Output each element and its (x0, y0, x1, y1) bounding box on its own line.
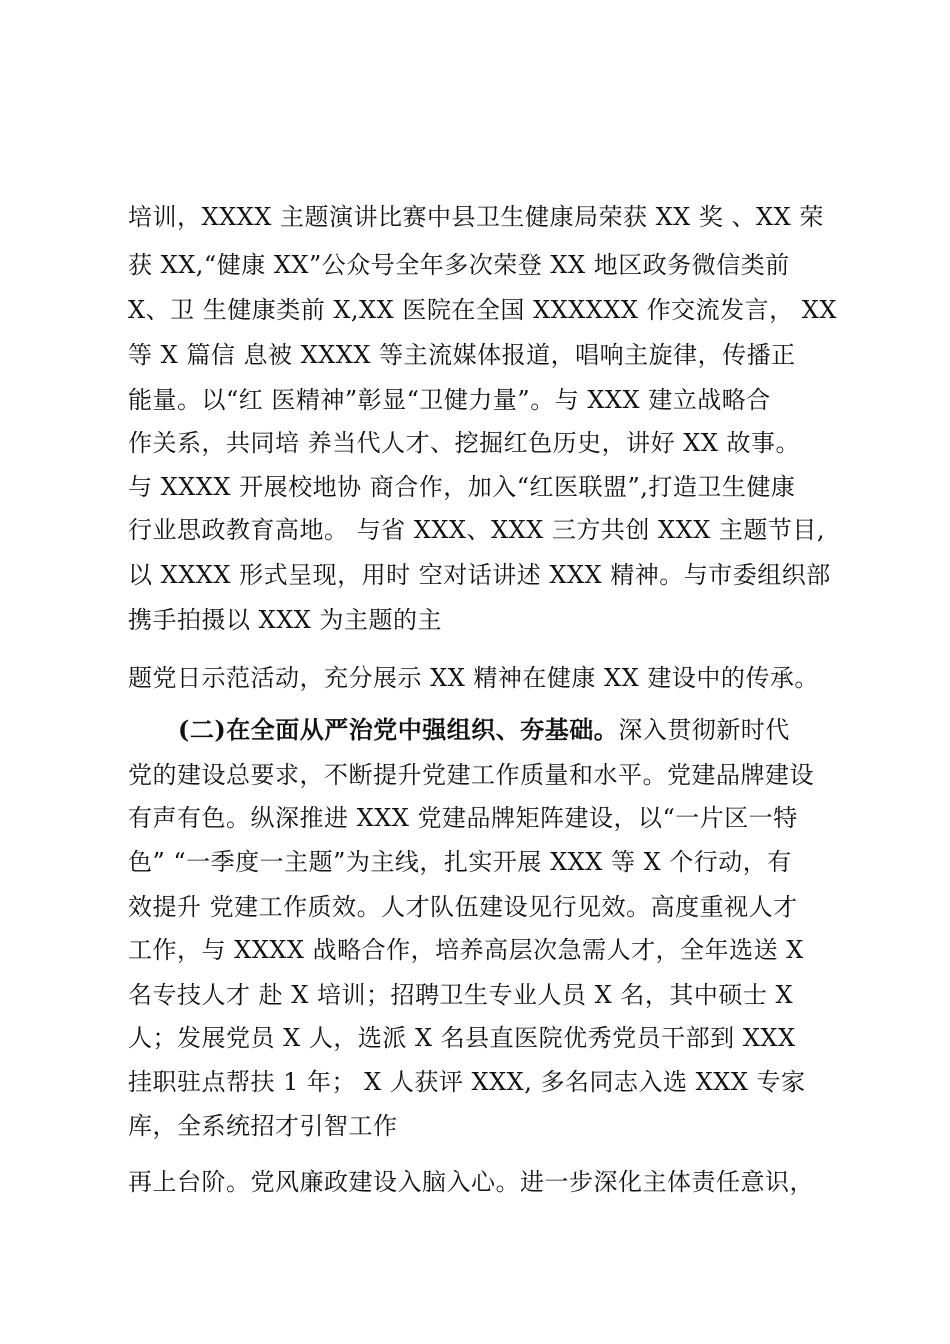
text-line: 获 XX,“健康 XX”公众号全年多次荣登 XX 地区政务微信类前 (128, 251, 790, 279)
text-line: 效提升 党建工作质效。人才队伍建设见行见效。高度重视人才 (128, 893, 798, 921)
section-heading-line (178, 715, 838, 745)
text-line: 能量。以“红 医精神”彰显“卫健力量”。与 XXX 建立战略合 (128, 386, 771, 414)
text-line: 以 XXXX 形式呈现，用时 空对话讲述 XXX 精神。与市委组织部 (128, 561, 831, 589)
text-line: 携手拍摄以 XXX 为主题的主 (128, 606, 443, 634)
text-line: 工作，与 XXXX 战略合作，培养高层次急需人才，全年选送 X (128, 936, 804, 964)
section-heading-rest: 深入贯彻新时代 (618, 716, 790, 744)
text-line: 作关系，共同培 养当代人才、挖掘红色历史，讲好 XX 故事。 (128, 429, 801, 457)
text-line: 与 XXXX 开展校地协 商合作，加入“红医联盟”,打造卫生健康 (128, 473, 796, 501)
text-line: 人；发展党员 X 人，选派 X 名县直医院优秀党员干部到 XXX (128, 1024, 796, 1052)
text-line: 题党日示范活动，充分展示 XX 精神在健康 XX 建设中的传承。 (128, 664, 819, 692)
text-line: X、卫 生健康类前 X,XX 医院在全国 XXXXXX 作交流发言， XX (128, 296, 837, 324)
text-line: 有声有色。纵深推进 XXX 党建品牌矩阵建设，以“一片区一特 (128, 804, 798, 832)
text-line: 再上台阶。党风廉政建设入脑入心。进一步深化主体责任意识， (128, 1168, 814, 1196)
text-line: 培训，XXXX 主题演讲比赛中县卫生健康局荣获 XX 奖 、XX 荣 (128, 203, 824, 231)
text-line: 等 X 篇信 息被 XXXX 等主流媒体报道，唱响主旋律，传播正 (128, 341, 796, 369)
text-line: 名专技人才 赴 X 培训；招聘卫生专业人员 X 名，其中硕士 X (128, 981, 794, 1009)
text-line: 党的建设总要求，不断提升党建工作质量和水平。党建品牌建设 (128, 761, 814, 789)
text-line: 挂职驻点帮扶 1 年； X 人获评 XXX, 多名同志入选 XXX 专家 (128, 1068, 806, 1096)
text-line: 色” “一季度一主题”为主线，扎实开展 XXX 等 X 个行动，有 (128, 848, 792, 876)
text-line: 行业思政教育高地。 与省 XXX、XXX 三方共创 XXX 主题节目, (128, 516, 826, 544)
section-heading: (二)在全面从严治党中强组织、夯基础。 (178, 715, 619, 744)
text-line: 库，全系统招才引智工作 (128, 1112, 398, 1140)
